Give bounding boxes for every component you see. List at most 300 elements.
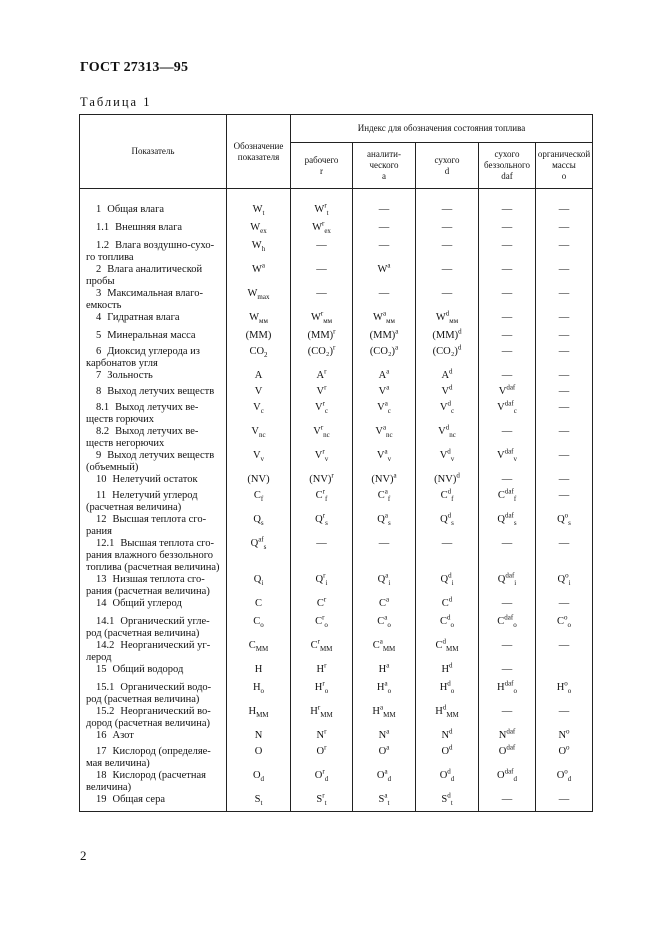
dash-placeholder: — [501,263,513,275]
symbol-base: C [253,489,261,501]
symbol-base: H [254,663,263,675]
symbol-base: H [372,705,381,717]
symbol [377,571,391,587]
symbol [316,743,327,758]
index-cell [479,538,536,574]
symbol [315,511,328,527]
index-cell [416,447,479,474]
symbol-superscript: o [566,727,570,735]
index-cell [291,264,353,288]
index-cell [353,309,416,330]
symbol [435,703,459,719]
symbol [249,346,267,358]
symbol-base: (MM) [245,329,272,341]
symbol-base: N [254,729,263,741]
fuel-index-table [79,114,593,812]
symbol [313,423,330,439]
indicator-label: Высшая теплота сго-рания [86,513,207,537]
symbol-base: C [378,597,386,609]
symbol [497,511,517,527]
symbol [435,637,459,653]
symbol-base: C [441,597,449,609]
index-cell [416,571,479,598]
symbol-base: H [496,681,505,693]
indicator-label: Максимальная влаго-емкость [86,287,203,311]
symbol [378,367,390,382]
symbol-superscript: daf [504,399,514,407]
symbol-superscript: r [322,487,325,495]
indicator-cell [80,616,227,640]
symbol-base: W [377,263,388,275]
symbol [440,511,454,527]
symbol-subscript: v [450,454,455,463]
symbol [255,730,263,742]
index-cell [536,474,593,490]
symbol-superscript: d [442,703,447,711]
symbol [558,727,570,742]
state-code: daf [501,170,513,181]
symbol-base: (CO₂) [369,345,396,357]
indicator-label: Общая сера [112,793,165,805]
symbol-base: H [435,705,443,717]
symbol-base: O [556,769,565,781]
symbol [497,613,517,629]
table-row [80,189,593,222]
symbol-superscript: r [322,791,325,799]
symbol-subscript: o [324,620,328,629]
index-cell [536,794,593,812]
symbol-base: Q [315,573,324,585]
indicator-number: 8.2 [96,425,110,437]
symbol-superscript: r [321,219,325,227]
indicator-label: Влага воздушно-сухо-го топлива [86,239,215,263]
table-row [80,770,593,794]
symbol-subscript: t [262,209,265,218]
symbol-superscript: a [384,447,388,455]
symbol-subscript: MM [446,710,459,719]
symbol [314,679,329,695]
symbol-subscript: d [260,774,265,783]
symbol-base: W [373,311,383,323]
symbol [255,598,262,610]
symbol-subscript: s [260,518,264,527]
dash-placeholder: — [558,489,570,501]
symbol-superscript: r [324,743,327,751]
symbol-base: W [252,204,263,215]
symbol-subscript: f [387,494,391,503]
state-name: аналити-ческого [367,149,401,171]
symbol-base: Q [253,573,262,585]
designation-cell [227,770,291,794]
symbol [497,487,517,503]
page-number: 2 [80,848,87,863]
symbol-subscript: i [568,578,571,587]
symbol [253,514,263,526]
dash-placeholder: — [558,705,570,717]
symbol [558,743,570,758]
index-cell [536,613,593,640]
symbol [435,309,459,325]
table-row [80,490,593,514]
symbol-base: H [252,681,261,693]
symbol [247,474,269,486]
index-cell [291,447,353,474]
symbol-subscript: o [567,686,572,695]
index-cell [479,767,536,794]
index-cell [291,288,353,312]
dash-placeholder: — [558,425,570,437]
symbol [315,571,328,587]
symbol-base: A [254,369,263,381]
state-name: органической массы [537,149,591,171]
index-cell [291,791,353,812]
symbol [316,661,327,676]
symbol [496,679,518,695]
designation-cell [227,330,291,346]
indicator-label: Неорганический уг-лерод [86,639,211,663]
index-cell [291,343,353,370]
symbol-subscript: d [513,774,518,783]
index-cell [353,679,416,706]
symbol-base: V [439,449,448,461]
symbol-subscript: v [324,454,329,463]
symbol-superscript: d [456,471,460,479]
symbol-base: (MM) [369,329,396,341]
indicator-number: 12 [96,513,107,525]
index-cell [479,240,536,264]
indicator-cell [80,189,227,222]
dash-placeholder: — [378,287,390,299]
symbol [496,767,518,783]
index-cell [416,264,479,288]
symbol-superscript: r [320,423,324,431]
designation-cell [227,682,291,706]
symbol-superscript: a [386,367,390,375]
symbol-base: V [254,385,263,397]
symbol-subscript: d [567,774,572,783]
symbol-subscript: s [451,518,454,527]
designation-cell [227,474,291,490]
dash-placeholder: — [501,639,513,651]
indicator-number: 8 [96,385,102,397]
symbol-base: O [498,745,507,757]
designation-cell [227,664,291,682]
symbol-superscript: r [332,343,336,351]
symbol-subscript: v [387,454,392,463]
symbol-base: W [314,204,325,215]
symbol-base: (CO₂) [432,345,458,357]
symbol [378,791,390,807]
index-cell [416,743,479,770]
symbol [307,327,336,342]
symbol-subscript: v [260,454,265,463]
header-state-a [353,143,416,189]
symbol-subscript: MM [446,644,459,653]
symbol [496,447,518,463]
indicator-cell [80,538,227,574]
symbol-superscript: a [379,637,383,645]
index-cell [291,189,353,222]
symbol [439,399,455,415]
symbol [255,370,263,382]
dash-placeholder: — [558,449,570,461]
symbol-superscript: a [384,767,388,775]
symbol-base: H [310,705,318,717]
dash-placeholder: — [378,239,390,251]
symbol-subscript: f [260,494,264,503]
symbol-superscript: o [564,613,568,621]
symbol-base: W [247,287,258,299]
symbol-superscript: r [322,679,325,687]
symbol-subscript: d [450,774,455,783]
symbol-superscript: d [447,767,451,775]
indicator-cell [80,402,227,426]
designation-cell [227,312,291,330]
indicator-cell [80,426,227,450]
symbol [439,447,455,463]
symbol-base: (CO₂) [307,345,333,357]
indicator-number: 12.1 [96,537,115,549]
symbol-base: C [377,489,385,501]
dash-placeholder: — [558,473,570,485]
indicator-cell [80,264,227,288]
index-cell [536,330,593,346]
symbol-base: V [252,449,261,461]
table-row [80,538,593,574]
symbol-subscript: i [325,578,328,587]
symbol [310,309,333,325]
symbol [251,261,266,276]
designation-cell [227,386,291,402]
index-cell [291,383,353,402]
table-row [80,402,593,426]
symbol-base: O [376,769,385,781]
symbol-subscript: t [260,798,263,807]
indicator-number: 11 [96,489,107,501]
symbol-base: V [497,401,505,413]
symbol-base: H [376,681,385,693]
index-cell [479,447,536,474]
symbol-subscript: MM [255,644,269,653]
index-cell [479,312,536,330]
dash-placeholder: — [501,329,513,341]
symbol [441,743,453,758]
symbol-superscript: daf [506,727,516,735]
symbol-superscript: a [384,399,388,407]
indicator-label: Общий водород [112,663,184,675]
index-cell [353,791,416,812]
symbol-superscript: daf [504,679,514,687]
symbol-superscript: d [458,327,462,335]
symbol-base: (MM) [307,329,334,341]
symbol-superscript: o [564,767,568,775]
symbol [434,471,460,486]
symbol-subscript: i [261,578,264,587]
table-caption: Таблица 1 [80,95,152,109]
designation-cell [227,616,291,640]
dash-placeholder: — [558,329,570,341]
dash-placeholder: — [558,401,570,413]
symbol-base: N [316,729,325,741]
symbol-base: W [251,239,262,251]
table-row [80,730,593,746]
index-cell [479,189,536,222]
index-cell [536,240,593,264]
symbol-base: C [315,489,323,501]
symbol [253,682,264,694]
dash-placeholder: — [501,537,513,549]
symbol [439,679,455,695]
indicator-number: 1 [96,204,102,215]
indicator-cell [80,346,227,370]
symbol [497,571,517,587]
symbol-base: A [316,369,325,381]
symbol [377,613,391,629]
index-cell [536,402,593,426]
symbol-superscript: o [566,743,570,751]
index-cell [416,727,479,746]
symbol-base: C [435,639,443,651]
symbol-superscript: d [449,743,453,751]
dash-placeholder: — [501,473,513,485]
symbol [377,511,391,527]
symbol-superscript: a [382,309,387,317]
index-cell [291,423,353,450]
indicator-cell [80,770,227,794]
indicator-number: 7 [96,369,102,381]
symbol-base: O [252,769,261,781]
table-row [80,574,593,598]
index-cell [479,346,536,370]
symbol-subscript: мм [386,316,395,325]
symbol-subscript: i [451,578,454,587]
symbol-base: V [253,401,261,413]
index-cell [353,538,416,574]
symbol-superscript: a [384,511,388,519]
index-cell [353,367,416,386]
dash-placeholder: — [558,204,570,215]
symbol-subscript: c [450,406,455,415]
symbol [249,640,268,652]
indicator-cell [80,664,227,682]
index-cell [416,613,479,640]
index-cell [479,288,536,312]
dash-placeholder: — [558,537,570,549]
index-cell [416,703,479,730]
symbol-superscript: a [386,383,390,391]
symbol-base: H [248,705,257,717]
symbol-superscript: r [320,309,324,317]
designation-cell [227,746,291,770]
designation-cell [227,514,291,538]
symbol [310,637,333,653]
indicator-cell [80,330,227,346]
dash-placeholder: — [378,221,390,233]
indicator-cell [80,450,227,474]
symbol-subscript: t [324,798,327,807]
symbol-base: N [378,729,387,741]
index-cell [291,367,353,386]
symbol-subscript: f [325,494,328,503]
symbol-base: O [558,745,567,757]
symbol-base: H [316,663,325,675]
index-cell [536,346,593,370]
table-row [80,346,593,370]
table-row [80,426,593,450]
symbol-base: Q [377,513,385,525]
symbol-base: W [249,311,260,323]
index-cell [353,261,416,288]
index-cell [353,487,416,514]
symbol-base: A [441,369,450,381]
symbol [253,770,264,782]
symbol-base: O [496,769,505,781]
symbol [314,201,329,218]
symbol-base: Q [315,513,323,525]
symbol-subscript: t [450,798,453,807]
symbol-base: N [558,729,567,741]
symbol-subscript: MM [319,644,333,653]
index-cell [291,219,353,240]
index-cell [536,679,593,706]
symbol-superscript: r [322,767,325,775]
indicator-cell [80,794,227,812]
table-row [80,598,593,616]
symbol-base: O [439,769,448,781]
indicator-number: 2 [96,263,102,275]
symbol-superscript: r [317,637,320,645]
symbol-superscript: d [445,423,450,431]
symbol-base: H [439,681,448,693]
symbol-subscript: d [324,774,329,783]
table-row [80,664,593,682]
symbol-superscript: d [447,613,451,621]
symbol-subscript: s [513,518,517,527]
symbol [314,767,329,783]
indicator-cell [80,370,227,386]
symbol [378,595,390,610]
symbol-superscript: r [322,511,326,519]
designation-cell [227,598,291,616]
symbol-superscript: a [385,595,390,603]
symbol-base: N [441,729,450,741]
header-state-r [291,143,353,189]
indicator-cell [80,706,227,730]
dash-placeholder: — [316,537,327,549]
dash-placeholder: — [316,263,327,275]
designation-cell [227,346,291,370]
index-cell [291,703,353,730]
symbol-subscript: o [260,686,265,695]
dash-placeholder: — [558,311,570,323]
symbol-base: V [439,401,448,413]
dash-placeholder: — [558,345,570,357]
symbol [441,383,453,398]
index-cell [416,367,479,386]
symbol-superscript: o [564,511,569,519]
symbol-superscript: af [258,535,264,543]
symbol-base: V [313,425,321,437]
symbol-superscript: daf [504,767,514,775]
indicator-label: Зольность [107,369,153,381]
index-cell [536,426,593,450]
symbol [372,703,396,719]
index-cell [536,386,593,402]
table-body [80,189,593,812]
dash-placeholder: — [316,287,327,299]
symbol-subscript: ex [324,226,331,235]
indicator-cell [80,240,227,264]
